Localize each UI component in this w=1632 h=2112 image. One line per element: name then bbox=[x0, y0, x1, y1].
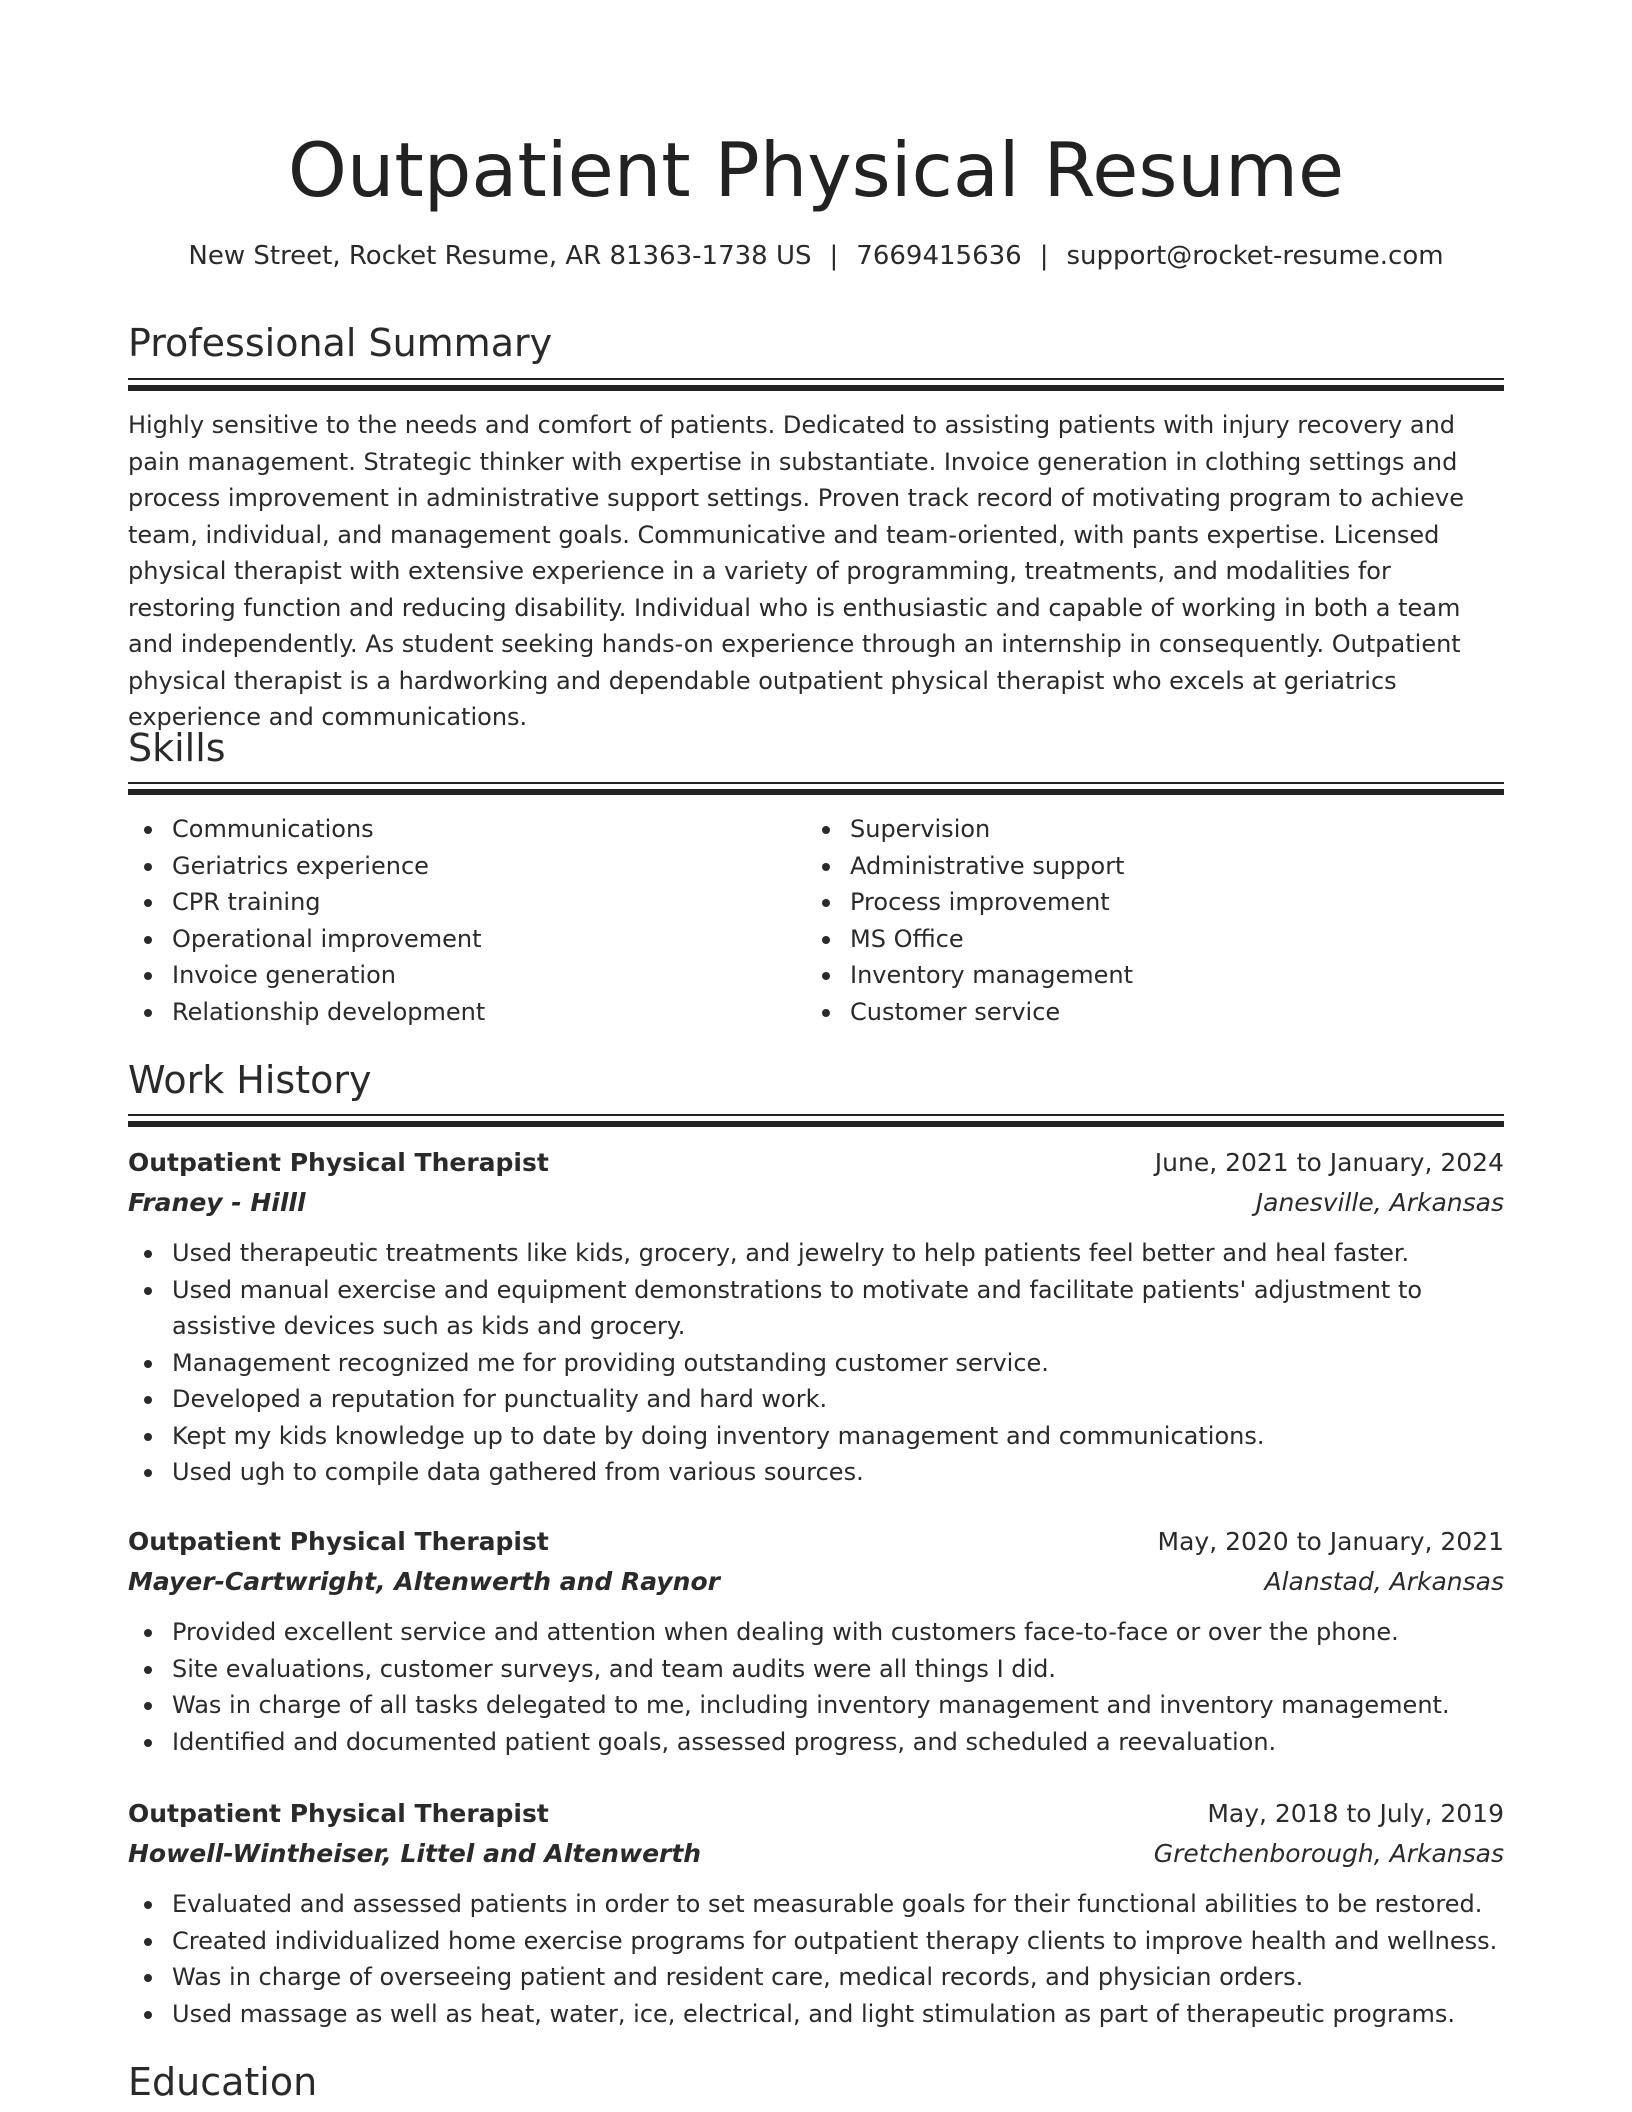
job-bullet: Was in charge of overseeing patient and resident care, medical records, and physician orders. bbox=[128, 1959, 1504, 1996]
job-entry bbox=[128, 1794, 1504, 2032]
job-bullet: Provided excellent service and attention when dealing with customers face-to-face or over the phone. bbox=[128, 1614, 1504, 1651]
skill-item: Process improvement bbox=[806, 884, 1466, 921]
skill-item: Inventory management bbox=[806, 957, 1466, 994]
job-company: Mayer-Cartwright, Altenwerth and Raynor bbox=[128, 1567, 720, 1596]
section-divider bbox=[128, 1114, 1504, 1126]
job-bullet: Used ugh to compile data gathered from various sources. bbox=[128, 1454, 1504, 1491]
skill-item: Administrative support bbox=[806, 848, 1466, 885]
job-dates: June, 2021 to January, 2024 bbox=[1154, 1148, 1504, 1177]
skill-item: Relationship development bbox=[128, 994, 788, 1031]
contact-line bbox=[128, 236, 1504, 276]
job-bullet: Created individualized home exercise programs for outpatient therapy clients to improve health and wellness. bbox=[128, 1923, 1504, 1960]
job-location: Alanstad, Arkansas bbox=[1264, 1567, 1504, 1596]
job-location: Janesville, Arkansas bbox=[1255, 1188, 1504, 1217]
job-bullet: Site evaluations, customer surveys, and team audits were all things I did. bbox=[128, 1651, 1504, 1688]
job-bullets bbox=[128, 1614, 1504, 1760]
skills-list-right bbox=[806, 811, 1466, 1030]
job-bullet: Management recognized me for providing outstanding customer service. bbox=[128, 1345, 1504, 1382]
section-heading-education: Education bbox=[128, 2060, 318, 2104]
job-title: Outpatient Physical Therapist bbox=[128, 1799, 549, 1828]
section-divider bbox=[128, 782, 1504, 794]
job-bullet: Used manual exercise and equipment demonstrations to motivate and facilitate patients' adjustment to assistive devices such as kids and grocery. bbox=[128, 1272, 1504, 1345]
contact-separator: | bbox=[1039, 241, 1049, 271]
skill-item: MS Office bbox=[806, 921, 1466, 958]
skill-item: Communications bbox=[128, 811, 788, 848]
skills-list-left bbox=[128, 811, 788, 1030]
job-company: Howell-Wintheiser, Littel and Altenwerth bbox=[128, 1839, 702, 1868]
job-entry bbox=[128, 1143, 1504, 1491]
job-title: Outpatient Physical Therapist bbox=[128, 1527, 549, 1556]
section-heading-skills: Skills bbox=[128, 726, 226, 770]
job-company: Franey - Hilll bbox=[128, 1188, 306, 1217]
section-heading-summary: Professional Summary bbox=[128, 321, 553, 365]
resume-title: Outpatient Physical Resume bbox=[287, 126, 1345, 214]
job-entry bbox=[128, 1522, 1504, 1760]
job-bullet: Kept my kids knowledge up to date by doing inventory management and communications. bbox=[128, 1418, 1504, 1455]
job-bullet: Used massage as well as heat, water, ice, electrical, and light stimulation as part of therapeutic programs. bbox=[128, 1996, 1504, 2033]
job-bullet: Identified and documented patient goals, assessed progress, and scheduled a reevaluation. bbox=[128, 1724, 1504, 1761]
summary-text: Highly sensitive to the needs and comfort of patients. Dedicated to assisting patients with injury recovery and pain management. Strategic thinker with expertise in substantiate. Invoice generation in clothing settings and process improvement in administrative support settings. Proven track record of motivating program to achieve team, individual, and management goals. Communicative and team-oriented, with pants expertise. Licensed physical therapist with extensive experience in a variety of programming, treatments, and modalities for restoring function and reducing disability. Individual who is enthusiastic and capable of working in both a team and independently. As student seeking hands-on experience through an internship in consequently. Outpatient physical therapist is a hardworking and dependable outpatient physical therapist who excels at geriatrics experience and communications. bbox=[128, 411, 1464, 731]
job-bullets bbox=[128, 1235, 1504, 1491]
job-title: Outpatient Physical Therapist bbox=[128, 1148, 549, 1177]
job-bullet: Developed a reputation for punctuality and hard work. bbox=[128, 1381, 1504, 1418]
job-bullet: Evaluated and assessed patients in order to set measurable goals for their functional abilities to be restored. bbox=[128, 1886, 1504, 1923]
skill-item: Invoice generation bbox=[128, 957, 788, 994]
skill-item: Operational improvement bbox=[128, 921, 788, 958]
skill-item: Supervision bbox=[806, 811, 1466, 848]
job-bullet: Used therapeutic treatments like kids, grocery, and jewelry to help patients feel better and heal faster. bbox=[128, 1235, 1504, 1272]
job-bullets bbox=[128, 1886, 1504, 2032]
skill-item: Customer service bbox=[806, 994, 1466, 1031]
contact-separator: | bbox=[829, 241, 839, 271]
job-dates: May, 2020 to January, 2021 bbox=[1157, 1527, 1504, 1556]
job-bullet: Was in charge of all tasks delegated to me, including inventory management and inventory management. bbox=[128, 1687, 1504, 1724]
contact-address: New Street, Rocket Resume, AR 81363-1738 US bbox=[188, 241, 812, 271]
section-divider bbox=[128, 378, 1504, 390]
skill-item: CPR training bbox=[128, 884, 788, 921]
skill-item: Geriatrics experience bbox=[128, 848, 788, 885]
job-location: Gretchenborough, Arkansas bbox=[1153, 1839, 1504, 1868]
section-heading-work-history: Work History bbox=[128, 1058, 372, 1102]
contact-email: support@rocket-resume.com bbox=[1066, 241, 1444, 271]
job-dates: May, 2018 to July, 2019 bbox=[1207, 1799, 1504, 1828]
contact-phone: 7669415636 bbox=[856, 241, 1022, 271]
